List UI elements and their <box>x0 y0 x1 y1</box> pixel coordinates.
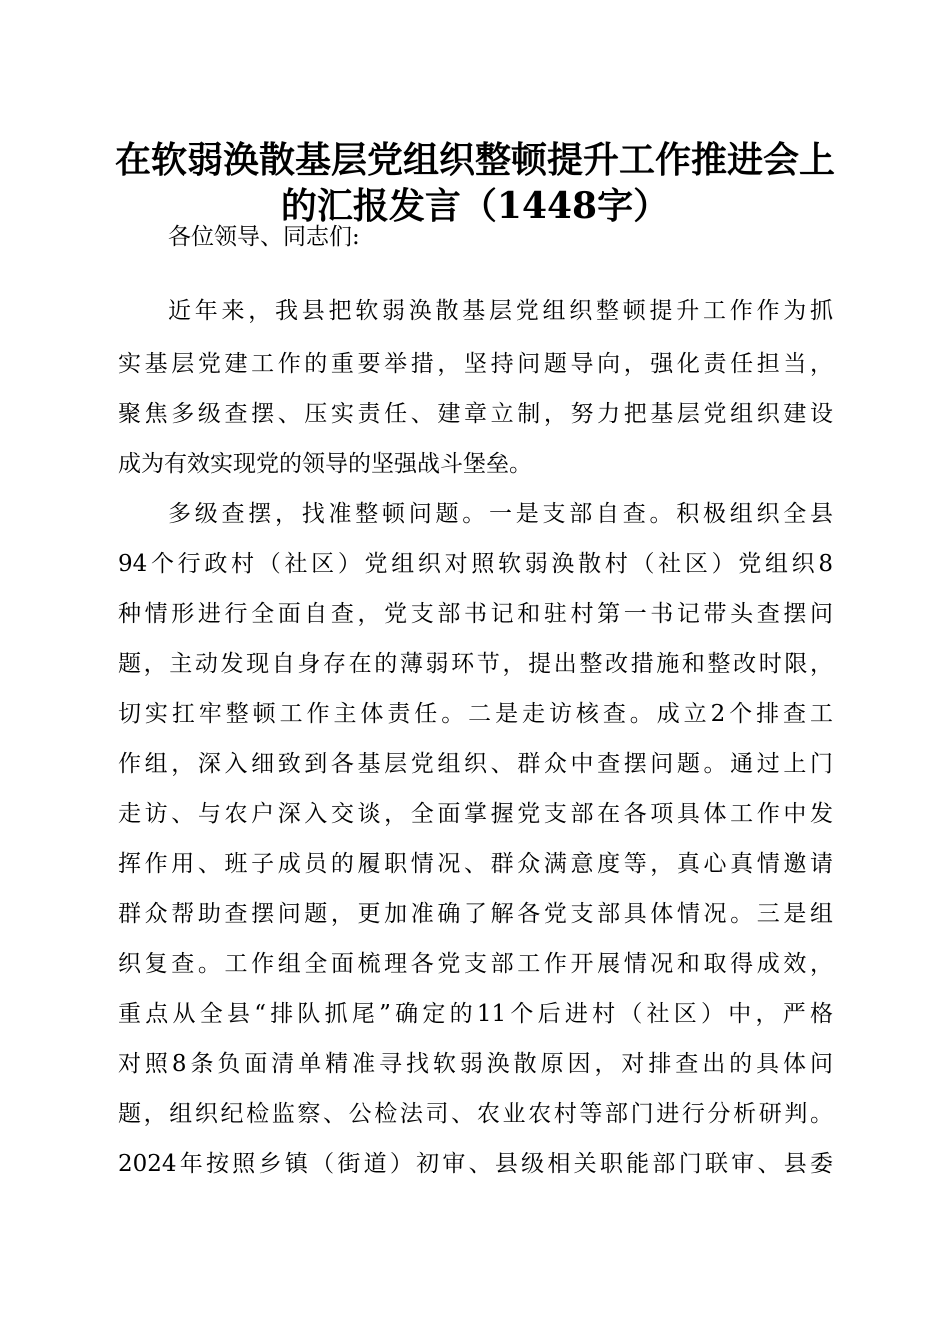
paragraph-2-line: 题，组织纪检监察、公检法司、农业农村等部门进行分析研判。 <box>118 1101 833 1127</box>
document-title-line-2: 的汇报发言（1448字） <box>280 185 670 227</box>
paragraph-2-line: 作组，深入细致到各基层党组织、群众中查摆问题。通过上门 <box>118 751 833 777</box>
paragraph-1-line: 近年来，我县把软弱涣散基层党组织整顿提升工作作为抓 <box>168 298 833 324</box>
paragraph-1-line: 聚焦多级查摆、压实责任、建章立制，努力把基层党组织建设 <box>118 401 833 427</box>
paragraph-2-line: 走访、与农户深入交谈，全面掌握党支部在各项具体工作中发 <box>118 801 833 827</box>
paragraph-2-line: 重点从全县“排队抓尾”确定的11个后进村（社区）中，严格 <box>118 1001 833 1027</box>
document-title-line-1: 在软弱涣散基层党组织整顿提升工作推进会上 <box>114 139 835 181</box>
paragraph-2-line: 94个行政村（社区）党组织对照软弱涣散村（社区）党组织8 <box>118 551 833 577</box>
paragraph-2-line: 多级查摆，找准整顿问题。一是支部自查。积极组织全县 <box>168 501 833 527</box>
paragraph-2-line: 织复查。工作组全面梳理各党支部工作开展情况和取得成效， <box>118 951 833 977</box>
paragraph-2-line: 2024年按照乡镇（街道）初审、县级相关职能部门联审、县委 <box>118 1151 833 1177</box>
paragraph-1-line: 实基层党建工作的重要举措，坚持问题导向，强化责任担当， <box>118 351 833 377</box>
paragraph-1-line: 成为有效实现党的领导的坚强战斗堡垒。 <box>118 451 532 477</box>
paragraph-2-line: 挥作用、班子成员的履职情况、群众满意度等，真心真情邀请 <box>118 851 833 877</box>
paragraph-2-line: 种情形进行全面自查，党支部书记和驻村第一书记带头查摆问 <box>118 601 833 627</box>
salutation: 各位领导、同志们: <box>168 224 360 250</box>
paragraph-2-line: 切实扛牢整顿工作主体责任。二是走访核查。成立2个排查工 <box>118 701 833 727</box>
paragraph-2-line: 群众帮助查摆问题，更加准确了解各党支部具体情况。三是组 <box>118 901 833 927</box>
paragraph-2-line: 题，主动发现自身存在的薄弱环节，提出整改措施和整改时限， <box>118 651 833 677</box>
paragraph-2-line: 对照8条负面清单精准寻找软弱涣散原因，对排查出的具体问 <box>118 1051 833 1077</box>
